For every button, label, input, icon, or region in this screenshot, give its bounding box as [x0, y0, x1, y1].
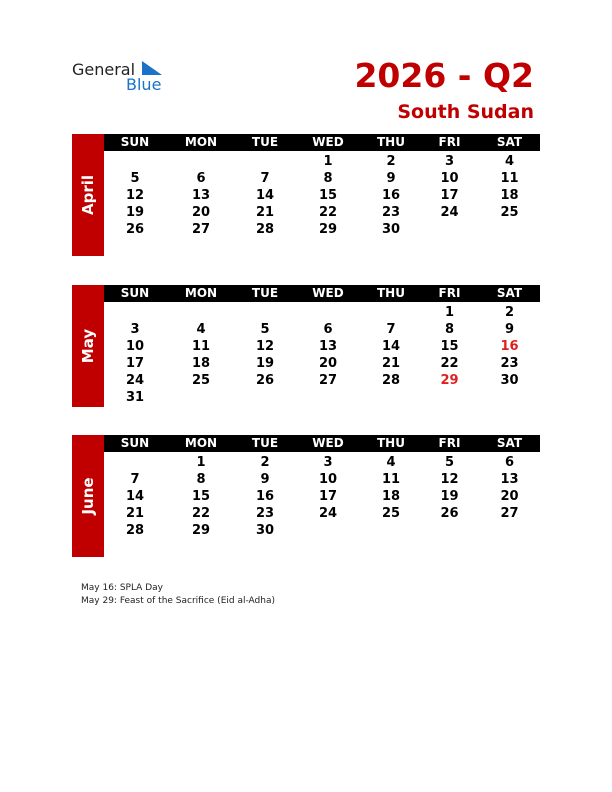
day-cell: 14: [125, 489, 145, 504]
day-cell: 30: [255, 523, 275, 538]
weekday-header: [104, 435, 540, 452]
weekday-label: TUE: [251, 286, 279, 300]
weekday-label: WED: [312, 135, 344, 149]
week-row: [104, 153, 540, 171]
month-block-june: [72, 435, 540, 557]
day-cell: 17: [440, 188, 459, 203]
day-cell: 30: [500, 373, 519, 388]
day-cell: 2: [260, 455, 270, 470]
day-cell: 9: [504, 322, 515, 337]
day-cell: [362, 522, 420, 540]
weekday-label: THU: [377, 135, 405, 149]
day-cell: 5: [130, 171, 140, 186]
day-cell: 19: [125, 205, 145, 220]
day-cell: 6: [504, 455, 515, 470]
month-block-april: [72, 134, 540, 256]
day-cell: 4: [504, 154, 515, 169]
day-cell: 22: [318, 205, 338, 220]
day-cell: 20: [191, 205, 211, 220]
weekday-label: SAT: [496, 135, 523, 149]
day-cell: 1: [444, 305, 455, 320]
day-cell: 26: [440, 506, 459, 521]
day-cell: [294, 304, 362, 322]
day-cell: [236, 389, 294, 407]
day-cell: 25: [500, 205, 519, 220]
day-cell: 12: [255, 339, 275, 354]
month-name: April: [79, 174, 97, 216]
day-cell: 20: [318, 356, 338, 371]
day-cell: 6: [196, 171, 206, 186]
holiday-notes: [81, 582, 275, 608]
day-cell: [166, 153, 236, 171]
day-cell: 8: [444, 322, 455, 337]
day-cell-holiday: 16: [500, 339, 519, 354]
day-cell: 28: [125, 523, 145, 538]
day-cell: [420, 522, 479, 540]
day-cell: 11: [191, 339, 211, 354]
day-cell: 16: [381, 188, 401, 203]
logo-text-general: General: [72, 60, 136, 79]
day-cell: [236, 153, 294, 171]
weekday-header: [104, 285, 540, 302]
day-cell: 24: [440, 205, 459, 220]
day-cell: 26: [125, 222, 145, 237]
day-cell: 1: [196, 455, 206, 470]
day-cell: 14: [255, 188, 275, 203]
day-cell: 9: [260, 472, 270, 487]
day-cell: [166, 389, 236, 407]
day-cell: 22: [440, 356, 459, 371]
day-cell: 8: [196, 472, 206, 487]
weekday-label: THU: [377, 286, 405, 300]
day-cell: 24: [125, 373, 145, 388]
week-row: [104, 204, 540, 222]
day-cell: [104, 304, 166, 322]
day-cell: 27: [318, 373, 338, 388]
day-cell: 5: [260, 322, 270, 337]
day-cell: 14: [381, 339, 401, 354]
day-cell: [362, 304, 420, 322]
day-cell: 25: [381, 506, 401, 521]
week-row: [104, 471, 540, 489]
day-cell: 16: [255, 489, 275, 504]
day-cell: 3: [444, 154, 455, 169]
day-cell: [294, 389, 362, 407]
weekday-label: SAT: [496, 436, 523, 450]
day-cell: 19: [440, 489, 459, 504]
week-row: [104, 389, 540, 407]
day-cell: 21: [255, 205, 275, 220]
day-cell: 7: [130, 472, 140, 487]
week-row: [104, 304, 540, 322]
logo-triangle-icon: [142, 61, 162, 75]
day-cell: 4: [196, 322, 206, 337]
week-row: [104, 372, 540, 390]
holiday-note: May 29: Feast of the Sacrifice (Eid al-Adha): [81, 596, 275, 606]
day-cell: 10: [318, 472, 338, 487]
week-row: [104, 187, 540, 205]
day-cell: [294, 522, 362, 540]
page-title: 2026 - Q2: [354, 56, 534, 95]
month-label-bar: [72, 285, 104, 407]
day-cell: 31: [125, 390, 145, 405]
day-cell: [420, 221, 479, 239]
day-cell: 26: [255, 373, 275, 388]
day-cell: 29: [191, 523, 211, 538]
day-cell: [236, 304, 294, 322]
day-cell: 11: [381, 472, 401, 487]
day-cell: [362, 389, 420, 407]
day-cell: 13: [318, 339, 338, 354]
day-cell: 12: [125, 188, 145, 203]
day-cell: 30: [381, 222, 401, 237]
weekday-label: THU: [377, 436, 405, 450]
day-cell: 11: [500, 171, 519, 186]
weekday-label: MON: [184, 286, 218, 300]
day-cell: 23: [255, 506, 275, 521]
weekday-label: SAT: [496, 286, 523, 300]
holiday-note: May 16: SPLA Day: [81, 583, 163, 593]
day-cell: [420, 389, 479, 407]
week-row: [104, 338, 540, 356]
day-cell: 13: [500, 472, 519, 487]
day-cell: 21: [381, 356, 401, 371]
day-cell: [166, 304, 236, 322]
month-name: May: [79, 328, 97, 364]
weekday-label: MON: [184, 135, 218, 149]
day-cell: 17: [318, 489, 338, 504]
day-cell: 15: [318, 188, 338, 203]
month-label-bar: [72, 435, 104, 557]
week-row: [104, 355, 540, 373]
day-cell: 7: [386, 322, 396, 337]
weekday-label: WED: [312, 436, 344, 450]
day-cell: 24: [318, 506, 338, 521]
day-cell: 3: [130, 322, 140, 337]
day-cell: 23: [500, 356, 519, 371]
weekday-header: [104, 134, 540, 151]
day-cell: 6: [323, 322, 333, 337]
weekday-label: FRI: [438, 286, 461, 300]
week-row: [104, 505, 540, 523]
day-cell: [479, 221, 540, 239]
week-row: [104, 522, 540, 540]
week-row: [104, 454, 540, 472]
day-cell: [479, 389, 540, 407]
day-cell: 28: [255, 222, 275, 237]
day-cell: 15: [440, 339, 459, 354]
day-cell: [104, 153, 166, 171]
day-cell: 4: [386, 455, 396, 470]
day-cell: 17: [125, 356, 145, 371]
weekday-label: MON: [184, 436, 218, 450]
weekday-label: SUN: [120, 286, 150, 300]
day-cell: 18: [191, 356, 211, 371]
weekday-label: SUN: [120, 135, 150, 149]
day-cell: 25: [191, 373, 211, 388]
weekday-label: FRI: [438, 436, 461, 450]
week-row: [104, 488, 540, 506]
week-row: [104, 321, 540, 339]
day-cell: 20: [500, 489, 519, 504]
day-cell: 27: [191, 222, 211, 237]
weekday-label: FRI: [438, 135, 461, 149]
day-cell: 2: [504, 305, 515, 320]
day-cell: 2: [386, 154, 396, 169]
weekday-label: SUN: [120, 436, 150, 450]
day-cell: 29: [318, 222, 338, 237]
country-name: South Sudan: [397, 101, 534, 123]
weekday-label: TUE: [251, 436, 279, 450]
weekday-label: TUE: [251, 135, 279, 149]
day-cell: 27: [500, 506, 519, 521]
day-cell: 18: [500, 188, 519, 203]
day-cell: [104, 454, 166, 472]
week-row: [104, 221, 540, 239]
day-cell: 28: [381, 373, 401, 388]
day-cell: 18: [381, 489, 401, 504]
month-label-bar: [72, 134, 104, 256]
logo-text-blue: Blue: [126, 75, 162, 94]
day-cell: 12: [440, 472, 459, 487]
day-cell: 21: [125, 506, 145, 521]
month-name: June: [79, 477, 97, 515]
day-cell: 13: [191, 188, 211, 203]
day-cell: 10: [440, 171, 459, 186]
month-block-may: [72, 285, 540, 407]
day-cell: 5: [444, 455, 455, 470]
day-cell: 22: [191, 506, 211, 521]
day-cell: 9: [386, 171, 396, 186]
day-cell: 3: [323, 455, 333, 470]
day-cell: [479, 522, 540, 540]
weekday-label: WED: [312, 286, 344, 300]
day-cell: 8: [323, 171, 333, 186]
day-cell: 23: [381, 205, 401, 220]
week-row: [104, 170, 540, 188]
day-cell-holiday: 29: [440, 373, 459, 388]
day-cell: 19: [255, 356, 275, 371]
day-cell: 15: [191, 489, 211, 504]
day-cell: 10: [125, 339, 145, 354]
day-cell: 7: [260, 171, 270, 186]
day-cell: 1: [323, 154, 333, 169]
